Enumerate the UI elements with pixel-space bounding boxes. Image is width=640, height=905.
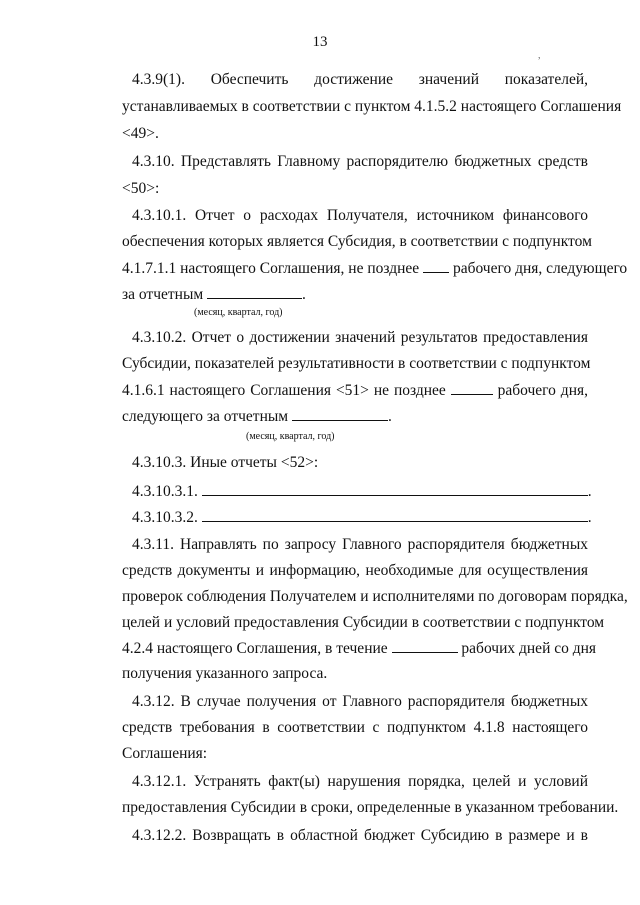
text-line: 4.3.12.2. Возвращать в областной бюджет Субсидию в размере и в: [132, 827, 588, 844]
blank-field: [202, 507, 588, 522]
text-fragment: 4.3.10.3.1.: [132, 483, 198, 500]
blank-field: [423, 258, 449, 273]
text-line: [132, 507, 592, 528]
blank-field: [292, 406, 388, 421]
corner-mark: ,: [538, 50, 541, 61]
text-line: [122, 258, 628, 279]
text-fragment: за отчетным: [122, 286, 204, 303]
text-fragment: .: [587, 509, 592, 526]
text-line: [132, 481, 592, 502]
text-line: получения указанного запроса.: [122, 665, 328, 682]
text-line: средств документы и информацию, необходимые для осуществления: [122, 562, 588, 579]
text-line: Субсидии, показателей результативности в соответствии с подпунктом: [122, 355, 591, 372]
page-number: 13: [312, 34, 328, 50]
text-line: 4.3.10.2. Отчет о достижении значений результатов предоставления: [132, 329, 588, 346]
field-hint: (месяц, квартал, год): [246, 431, 335, 442]
text-line: устанавливаемых в соответствии с пунктом 4.1.5.2 настоящего Соглашения: [122, 98, 622, 115]
blank-field: [392, 638, 458, 653]
text-line: [122, 284, 588, 305]
text-line: 4.3.10.3. Иные отчеты <52>:: [132, 454, 319, 471]
text-line: предоставления Субсидии в сроки, определенные в указанном требовании.: [122, 799, 619, 816]
text-fragment: рабочего дня,: [497, 382, 588, 399]
text-fragment: 4.1.6.1 настоящего Соглашения <51> не позднее: [122, 382, 446, 399]
text-line: средств требования в соответствии с подпунктом 4.1.8 настоящего: [122, 719, 588, 736]
text-line: обеспечения которых является Субсидия, в соответствии с подпунктом: [122, 233, 592, 250]
text-fragment: рабочего дня, следующего: [452, 260, 628, 277]
text-line: целей и условий предоставления Субсидии в соответствии с подпунктом: [122, 614, 605, 631]
text-line: 4.3.9(1). Обеспечить достижение значений показателей,: [132, 71, 588, 88]
text-fragment: 4.1.7.1.1 настоящего Соглашения, не позднее: [122, 260, 420, 277]
text-fragment: .: [587, 483, 592, 500]
text-fragment: 4.3.10.3.2.: [132, 509, 198, 526]
text-line: <49>.: [122, 125, 159, 142]
text-line: [122, 638, 597, 659]
blank-field: [202, 481, 588, 496]
text-line: 4.3.10.1. Отчет о расходах Получателя, источником финансового: [132, 207, 588, 224]
text-fragment: следующего за отчетным: [122, 408, 289, 425]
text-line: 4.3.12. В случае получения от Главного распорядителя бюджетных: [132, 693, 588, 710]
blank-field: [451, 380, 493, 395]
text-line: Соглашения:: [122, 745, 208, 762]
text-line: [122, 380, 588, 401]
blank-field: [207, 284, 302, 299]
text-line: 4.3.12.1. Устранять факт(ы) нарушения порядка, целей и условий: [132, 773, 588, 790]
text-line: проверок соблюдения Получателем и исполнителями по договорам порядка,: [122, 588, 628, 605]
text-line: <50>:: [122, 180, 160, 197]
text-line: 4.3.10. Представлять Главному распорядителю бюджетных средств: [132, 153, 588, 170]
text-line: [122, 406, 588, 427]
text-fragment: 4.2.4 настоящего Соглашения, в течение: [122, 640, 388, 657]
text-fragment: рабочих дней со дня: [461, 640, 597, 657]
field-hint: (месяц, квартал, год): [194, 307, 283, 318]
text-line: 4.3.11. Направлять по запросу Главного распорядителя бюджетных: [132, 536, 588, 553]
text-fragment: .: [387, 408, 392, 425]
text-fragment: .: [302, 286, 306, 303]
